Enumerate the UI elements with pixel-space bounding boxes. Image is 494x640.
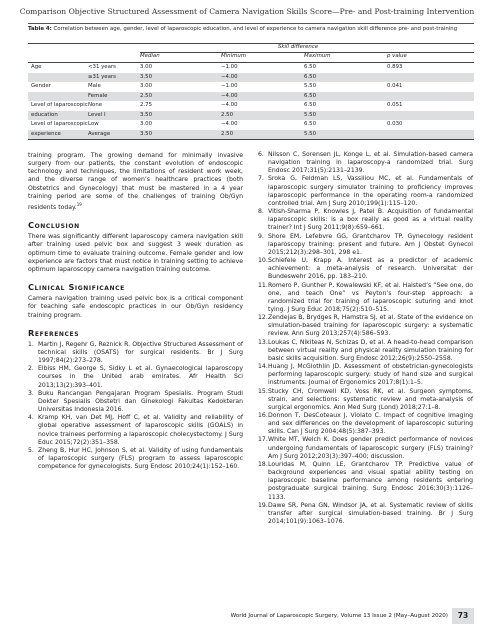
table-cell-max: 6.50 [304, 73, 317, 80]
table-caption [28, 26, 474, 34]
column-header-maximum: Maximum [304, 53, 331, 59]
table-cell-median: 3.50 [140, 73, 153, 80]
right-column [258, 151, 473, 526]
table-cell-p: 0.893 [387, 64, 403, 70]
reference-number: 2. [28, 365, 34, 373]
column-header-p-value: p value [387, 53, 407, 59]
table-row [28, 120, 474, 130]
table-row [28, 73, 474, 83]
intro-text: training program. The growing demand for minimally invasive surgery from our patients, the constant evolution of endoscopic technology and techniques, the limitations of resident work week, and the diverse range of women’s healthcare practices (both Obstetrics and Gynecology) that must be mastered in a 4 year training period are some of the challenges of training Ob/Gyn residents today. [28, 152, 243, 211]
table-cell-p: 0.041 [387, 83, 403, 89]
reference-text: Vitish-Sharma P, Knowles J, Patel B. Acquisition of fundamental laparoscopic skills: is a box really as good as a virtual reality trainer? Int J Surg 2011;9(8):659–661. [268, 208, 473, 232]
table-cell-p: 0.030 [387, 121, 403, 127]
reference-number: 4. [28, 414, 34, 422]
table-cell-min: −4.00 [221, 92, 238, 99]
table-cell-median: 3.50 [140, 130, 153, 137]
table-row [28, 130, 474, 140]
reference-text: Nilsson C, Sorensen JL, Konge L, et al. Simulation-based camera navigation training in laparoscopy-a randomized trial. Surg Endosc 2017;31(5):2131–2139. [268, 151, 473, 175]
table-cell-sub: None [88, 102, 103, 108]
table-cell-sub: Low [88, 121, 99, 127]
table-row [28, 92, 474, 102]
header-rule [28, 23, 474, 24]
table-cell-sub: Average [88, 130, 111, 137]
table-cell-label: Gender [31, 83, 51, 89]
table-cell-sub: Male [88, 83, 101, 89]
reference-item [258, 502, 473, 526]
conclusion-text: There was significantly different laparoscopy camera navigation skill after training used pelvic box and suggest 3 week duration as optimum time to evaluate training outcome. Female gender and low experience are factors that must notice in training setting to achieve optimum laparoscopy camera navigation training outcome. [28, 233, 243, 273]
table-group-header: Skill difference [278, 44, 319, 50]
reference-text: Stucky CH, Cromwell KD, Voss RK, et al. Surgeon symptoms, strain, and selections: systematic review and meta-analysis of surgical ergonomics. Ann Med Surg (Lond) 2018;27:1–8. [268, 387, 473, 411]
page-number: 73 [452, 608, 474, 624]
journal-footer: World Journal of Laparoscopic Surgery, Volume 13 Issue 2 (May–August 2020) [230, 613, 448, 619]
reference-item [258, 436, 473, 460]
table-row [28, 111, 474, 121]
conclusion-heading: Conclusion [28, 220, 80, 231]
running-head: Comparison Objective Structured Assessment of Camera Navigation Skills Score—Pre- and Post-training Intervention [19, 7, 475, 16]
reference-number: 9. [258, 232, 264, 240]
reference-text: Louridas M, Quinn LE, Grantcharov TP. Predictive value of background experiences and visual spatial ability testing on laparoscopic baseline performance among residents entering postgraduate surgical training. Surg Endosc 2016;30(3):1126–1133. [268, 460, 473, 501]
column-header-median: Median [140, 53, 160, 59]
reference-text: Buku Rancangan Pengajaran Program Spesialis. Program Studi Dokter Spesialis Obstetri dan Ginekologi Fakultas Kedokteran Universitas Indonesia 2016. [38, 389, 243, 414]
reference-text: Zheng B, Hur HC, Johnson S, et al. Validity of using fundamentals of laparoscopic surgery (FLS) program to assess laparoscopic competence for gynecologists. Surg Endosc 2010;24(1):152–160. [38, 446, 243, 471]
table-cell-label: experience [31, 130, 61, 137]
table-cell-label: Level of laparoscopic [31, 102, 88, 108]
reference-text: Martin J, Regehr G, Reznick R. Objective Structured Assessment of technical skills (OSATS) for surgical residents. Br J Surg 1997;84(2):273–278. [38, 340, 243, 365]
reference-number: 13. [258, 338, 268, 346]
reference-item [258, 388, 473, 412]
table-cell-label: education [31, 111, 58, 118]
reference-text: Romero P, Gunther P, Kowalewski KF, et al. Halsted’s “See one, do one, and teach One” vs Peyton’s four-step approach: a randomized trial for training of laparoscopic suturing and knot tying. J Surg Educ 2018;75(2):510–515. [268, 281, 473, 313]
reference-number: 11. [258, 281, 268, 289]
reference-text: Dawe SR, Pena GN, Windsor JA, et al. Systematic review of skills transfer after surgical simulation-based training. Br J Surg 2014;101(9):1063–1076. [268, 501, 473, 526]
reference-number: 5. [28, 446, 34, 454]
table-column-header-row [28, 52, 474, 62]
reference-text: White MT, Welch K. Does gender predict performance of novices undergoing fundamentals of laparoscopic surgery (FLS) training? Am J Surg 2012;203(3):397–400; discussion. [268, 436, 473, 460]
reference-number: 18. [258, 460, 268, 468]
reference-number: 19. [258, 501, 268, 509]
reference-item [258, 412, 473, 436]
table-cell-sub: ≥31 years [88, 73, 116, 80]
reference-item [258, 175, 473, 208]
table-cell-max: 6.50 [304, 92, 317, 99]
reference-number: 15. [258, 387, 268, 395]
table-cell-median: 3.00 [140, 121, 153, 127]
table-cell-median: 3.00 [140, 64, 153, 70]
table-cell-min: 2.50 [221, 130, 234, 137]
table-cell-min: −1.00 [221, 64, 238, 70]
reference-number: 7. [258, 175, 264, 183]
reference-number: 6. [258, 151, 264, 158]
reference-item [258, 208, 473, 232]
reference-number: 12. [258, 314, 268, 322]
left-column [28, 152, 243, 471]
reference-number: 8. [258, 208, 264, 216]
reference-item [258, 461, 473, 502]
table-cell-sub: <31 years [88, 64, 116, 70]
table-cell-label: Level of laparoscopic [31, 121, 88, 127]
reference-item [28, 447, 243, 471]
table-cell-median: 2.50 [140, 92, 153, 99]
table-cell-max: 6.50 [304, 121, 317, 127]
table-row [28, 82, 474, 92]
table-cell-median: 3.50 [140, 111, 153, 118]
reference-item [28, 414, 243, 447]
table-cell-max: 5.50 [304, 83, 317, 89]
reference-text: Elbiss HM, George S, Sidky L et al. Gynaecological laparoscopy courses in the United arab emirates. Afr Health Sci 2013;13(2):393–401. [38, 365, 243, 389]
reference-number: 14. [258, 363, 268, 371]
reference-number: 17. [258, 436, 268, 444]
table-cell-max: 5.50 [304, 130, 317, 137]
reference-number: 3. [28, 389, 34, 397]
table-cell-min: −4.00 [221, 102, 238, 108]
reference-number: 10. [258, 257, 268, 265]
table-cell-min: −4.00 [221, 121, 238, 127]
reference-list-right [258, 151, 473, 526]
reference-number: 16. [258, 412, 268, 419]
reference-item [258, 233, 473, 257]
reference-text: Kramp KH, van Det MJ, Hoff C, et al. Validity and reliability of global operative assessment of laparoscopic skills (GOALS) in novice trainees performing a laparoscopic cholecystectomy. J Surg Educ 2015;72(2):351–358. [38, 414, 243, 446]
reference-item [258, 257, 473, 281]
reference-item [258, 339, 473, 363]
table-cell-sub: Level I [88, 111, 106, 118]
references-heading: References [28, 327, 80, 338]
reference-text: Loukas C, Nikiteas N, Schizas D, et al. A head-to-head comparison between virtual reality and physical reality simulation training for basic skills acquisition. Surg Endosc 2012;26(9):2550–2558. [268, 338, 473, 362]
clinical-significance-text: Camera navigation training used pelvic box is a critical component for teaching safe endoscopic practices in our Ob/Gyn residency training program. [28, 295, 243, 319]
reference-item [258, 151, 473, 175]
reference-item [28, 390, 243, 414]
table-bottom-rule [28, 139, 474, 140]
clinical-significance-heading: Clinical Significance [28, 282, 125, 293]
reference-number: 1. [28, 340, 34, 348]
table-cell-max: 6.50 [304, 64, 317, 70]
intro-paragraph [28, 152, 243, 212]
table-cell-min: −1.00 [221, 83, 238, 89]
reference-text: Donnon T, DesCoteaux J, Violato C. Impact of cognitive imaging and sex differences on the development of laparoscopic suturing skills. Can J Surg 2004;48(5):387–393. [268, 412, 473, 436]
table-row [28, 101, 474, 111]
reference-item [258, 363, 473, 387]
reference-list-left [28, 341, 243, 472]
table-cell-min: −4.00 [221, 73, 238, 80]
table-cell-sub: Female [88, 92, 108, 99]
table-cell-p: 0.051 [387, 102, 403, 108]
table-cell-max: 6.50 [304, 102, 317, 108]
reference-item [258, 314, 473, 338]
table-caption-text: Correlation between age, gender, level of laparoscopic education, and level of experience to camera navigation skill difference pre- and post-training [51, 26, 458, 32]
reference-text: Zendejas B, Brydges R, Hamstra SJ, et al. State of the evidence on simulation-based training for laparoscopic surgery: a systematic review. Ann Surg 2013;257(4):586–593. [268, 314, 473, 338]
table-cell-max: 5.50 [304, 111, 317, 118]
table-label: Table 4: [28, 26, 52, 32]
reference-item [28, 365, 243, 389]
reference-text: Huang J, McGlothlin JD. Assessment of obstetrician-gynecologists performing laparoscopic surgery: study of hand size and surgical instruments. Journal of Ergonomics 2017;8(1):1–5. [268, 363, 473, 387]
reference-text: Sroka G, Feldman LS, Vassiliou MC, et al. Fundamentals of laparoscopic surgery simulator training to proficiency improves laparoscopic performance in the operating room-a randomized controlled trial. Am J Surg 2010;199(1):115–120. [268, 175, 473, 207]
reference-item [28, 341, 243, 365]
table-cell-min: 2.50 [221, 111, 234, 118]
table-cell-median: 2.75 [140, 102, 153, 108]
reference-text: Shore EM, Lefebvre GG, Grantcharov TP. Gynecology resident laparoscopy training: present and future. Am J Obstet Gynecol 2015;212(3):298–301, 298 e1. [268, 232, 473, 256]
table-cell-median: 3.00 [140, 83, 153, 89]
table-row [28, 63, 474, 73]
table-cell-label: Age [31, 64, 42, 70]
column-header-minimum: Minimum [221, 53, 246, 59]
reference-text: Schiefele U, Krapp A. Interest as a predictor of academic achievement: a meta-analysis of research. Universitat der Bundeswehr 2016, pp. 183–210. [268, 257, 473, 281]
reference-item [258, 282, 473, 315]
intro-citation: 19 [76, 201, 82, 207]
